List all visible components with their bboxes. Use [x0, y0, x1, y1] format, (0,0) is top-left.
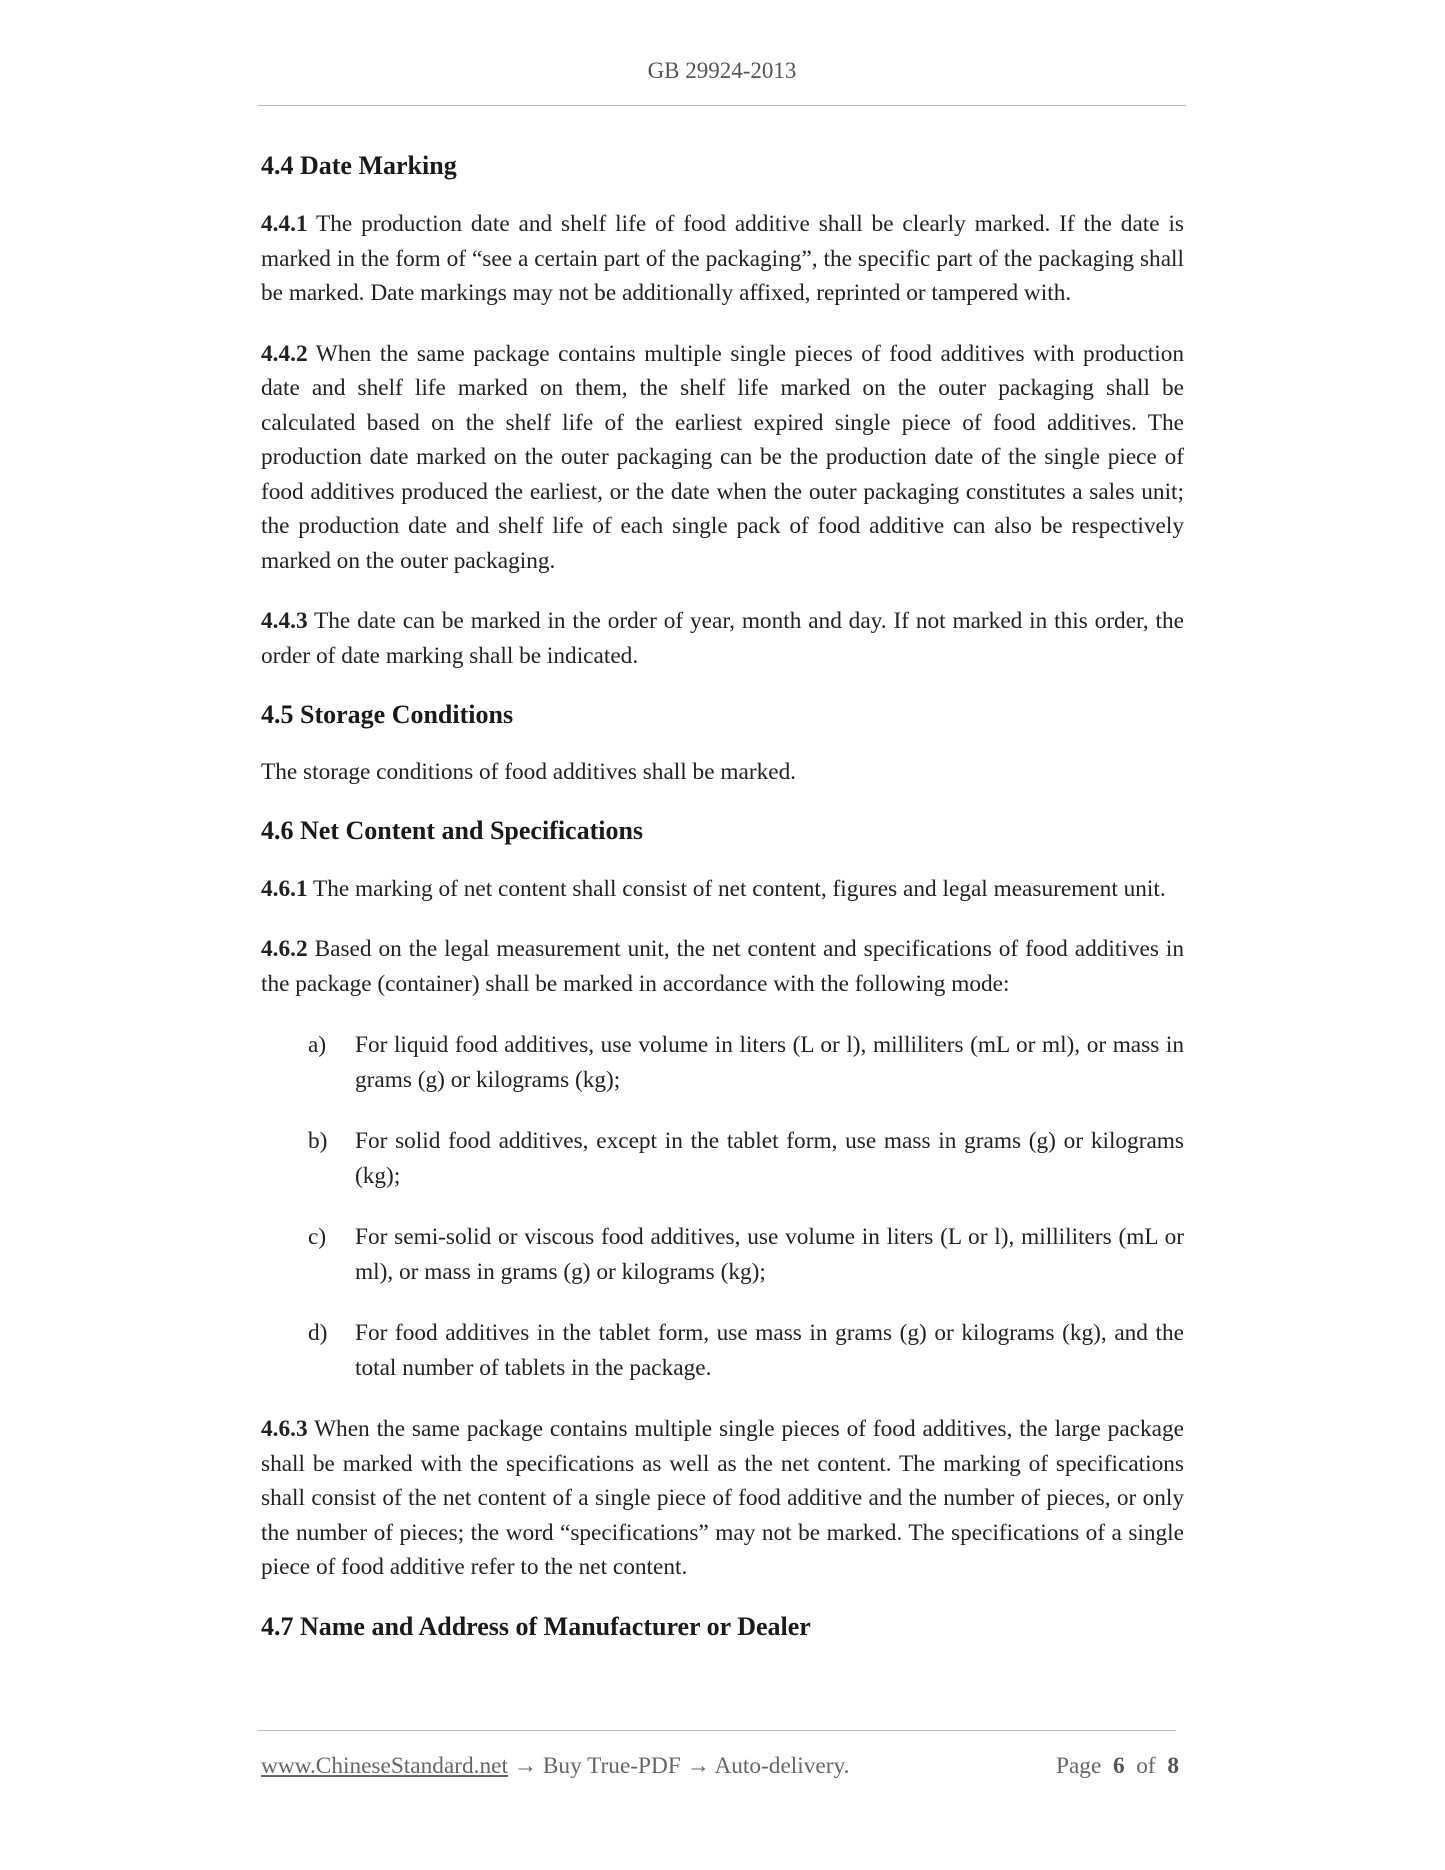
footer-tagline: → Buy True-PDF → Auto-delivery. — [507, 1753, 850, 1779]
page-number — [1056, 1753, 1179, 1780]
clause-text: Based on the legal measurement unit, the net content and specifications of food additives in the package (container) shall be marked in accordance with the following mode: — [261, 936, 1184, 997]
section-heading-4-6: 4.6 Net Content and Specifications — [261, 815, 644, 845]
list-text: For solid food additives, except in the tablet form, use mass in grams (g) or kilograms (kg); — [355, 1128, 1184, 1189]
list-item-b — [261, 1124, 1184, 1193]
paragraph-4-4-1 — [261, 207, 1184, 311]
paragraph-4-4-3 — [261, 604, 1184, 673]
clause-number: 4.4.2 — [261, 340, 308, 367]
clause-text: The date can be marked in the order of year, month and day. If not marked in this order, the order of date marking shall be indicated. — [261, 608, 1184, 669]
list-label: a) — [308, 1032, 327, 1058]
page-current: 6 — [1112, 1753, 1125, 1779]
paragraph-4-6-3 — [261, 1412, 1184, 1585]
section-heading-4-7: 4.7 Name and Address of Manufacturer or Dealer — [261, 1611, 811, 1641]
footer-divider — [258, 1730, 1176, 1731]
clause-text: The marking of net content shall consist of net content, figures and legal measurement unit. — [307, 875, 1166, 902]
page-word: Page — [1056, 1753, 1102, 1779]
section-heading-4-5: 4.5 Storage Conditions — [261, 700, 514, 729]
list-label: d) — [308, 1320, 328, 1346]
running-header: GB 29924-2013 — [647, 58, 797, 83]
list-text: For food additives in the tablet form, use mass in grams (g) or kilograms (kg), and the total number of tablets in the package. — [355, 1320, 1184, 1381]
list-item-c — [261, 1220, 1184, 1289]
list-text: For liquid food additives, use volume in liters (L or l), milliliters (mL or ml), or mass in grams (g) or kilograms (kg); — [355, 1032, 1184, 1093]
list-item-d — [261, 1316, 1184, 1385]
list-text: For semi-solid or viscous food additives, use volume in liters (L or l), milliliters (mL or ml), or mass in grams (g) or kilograms (kg); — [355, 1224, 1184, 1285]
site-link[interactable]: www.ChineseStandard.net — [261, 1753, 508, 1779]
paragraph-4-5: The storage conditions of food additives shall be marked. — [261, 759, 797, 785]
paragraph-4-4-2 — [261, 337, 1184, 579]
page-footer — [261, 1753, 1179, 1780]
clause-number: 4.4.3 — [261, 608, 308, 634]
list-label: c) — [308, 1224, 327, 1250]
page-content — [261, 150, 1184, 1643]
clause-number: 4.6.3 — [261, 1416, 308, 1442]
list-label: b) — [308, 1128, 328, 1154]
section-heading-4-4: 4.4 Date Marking — [261, 151, 457, 180]
header-divider — [258, 105, 1186, 106]
paragraph-4-6-2 — [261, 932, 1184, 1001]
clause-text: The production date and shelf life of food additive shall be clearly marked. If the date is marked in the form of “see a certain part of the packaging”, the specific part of the packaging shall be marked. Date markings may not be additionally affixed, reprinted or tampered with. — [261, 211, 1184, 306]
clause-text: When the same package contains multiple single pieces of food additives, the large package shall be marked with the specifications as well as the net content. The marking of specifications shall consist of the net content of a single piece of food additive and the number of pieces, or only the number of pieces; the word “specifications” may not be marked. The specifications of a single piece of food additive refer to the net content. — [261, 1416, 1184, 1580]
page-of-word: of — [1136, 1753, 1156, 1779]
clause-text: When the same package contains multiple single pieces of food additives with production date and shelf life marked on them, the shelf life marked on the outer packaging shall be calculated based on the shelf life of the earliest expired single piece of food additives. The production date marked on the outer packaging can be the production date of the single piece of food additives produced the earliest, or the date when the outer packaging constitutes a sales unit; the production date and shelf life of each single pack of food additive can also be respectively marked on the outer packaging. — [261, 340, 1184, 574]
clause-number: 4.6.1 — [261, 875, 308, 902]
page-total: 8 — [1167, 1753, 1179, 1779]
list-item-a — [261, 1028, 1184, 1097]
clause-number: 4.6.2 — [261, 936, 308, 962]
clause-number: 4.4.1 — [261, 211, 308, 237]
paragraph-4-6-1 — [261, 872, 1184, 907]
